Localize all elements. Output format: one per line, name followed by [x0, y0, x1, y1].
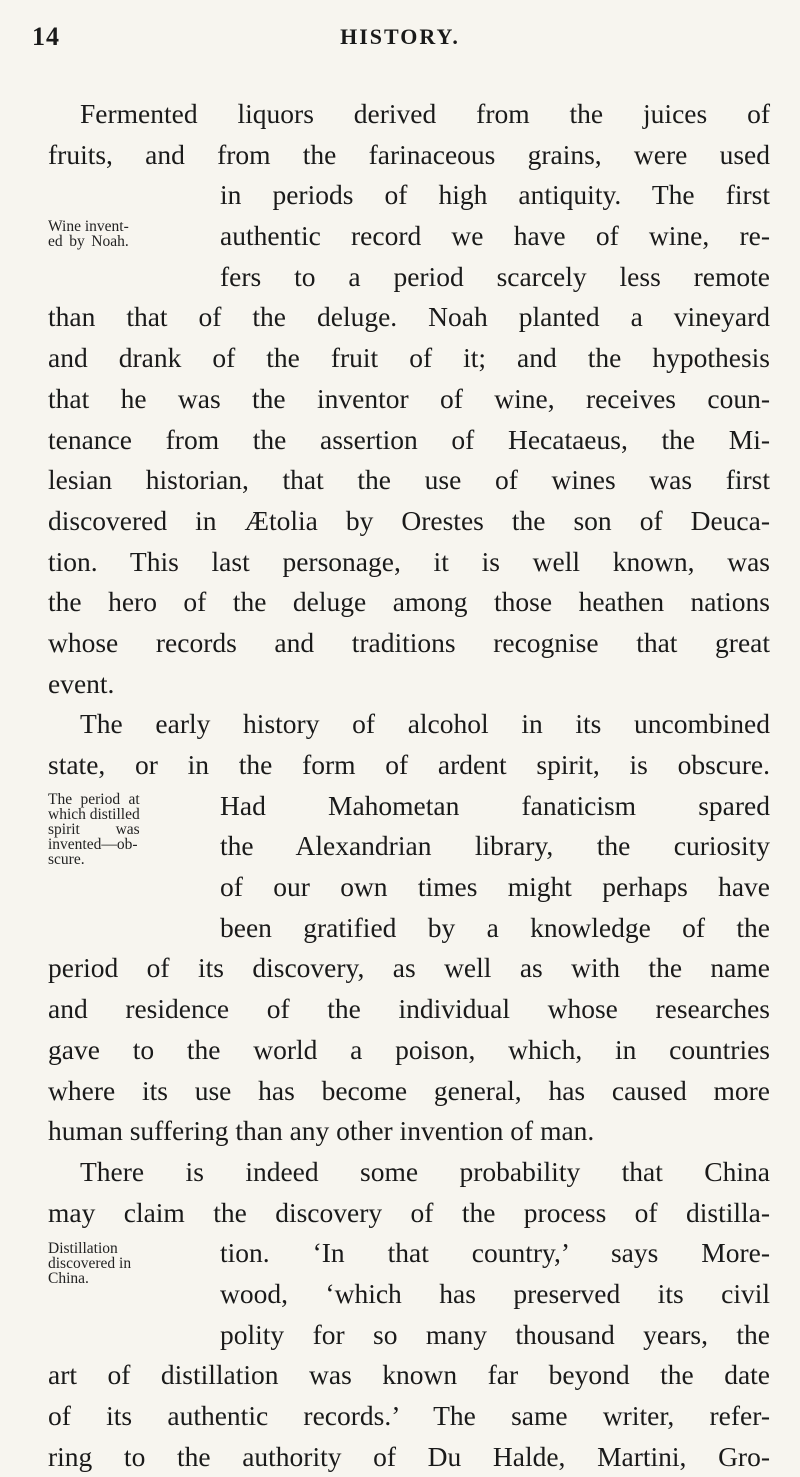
text-line: There is indeed some probability that China [80, 1155, 770, 1187]
text-line: than that of the deluge. Noah planted a vineyard [48, 301, 770, 333]
text-line: polity for so many thousand years, the [220, 1318, 770, 1350]
text-line: lesian historian, that the use of wines was first [48, 464, 770, 496]
text-line: ring to the authority of Du Halde, Martini, Gro- [48, 1440, 770, 1472]
text-line: The early history of alcohol in its uncombined [80, 708, 770, 740]
text-line: fruits, and from the farinaceous grains, were used [48, 138, 770, 170]
page-header [0, 22, 800, 62]
running-head: HISTORY. [340, 24, 460, 49]
text-line-content: Had Mahometan fanaticism spared [220, 789, 770, 821]
sidenote-line: China. [48, 1270, 89, 1288]
text-line: and residence of the individual whose researches [48, 993, 770, 1025]
sidenote-line: discovered in [48, 1255, 132, 1273]
text-line [48, 216, 770, 257]
text-line: art of distillation was known far beyond the date [48, 1359, 770, 1391]
text-line: human suffering than any other invention of man. [48, 1115, 595, 1147]
text-line-content: tion. ‘In that country,’ says More- [220, 1237, 770, 1269]
text-line: and drank of the fruit of it; and the hypothesis [48, 342, 770, 374]
text-line: discovered in Ætolia by Orestes the son of Deuca- [48, 504, 770, 536]
text-line: of our own times might perhaps have [220, 871, 770, 903]
text-line: may claim the discovery of the process of distilla- [48, 1196, 770, 1228]
text-line: gave to the world a poison, which, in countries [48, 1033, 770, 1065]
text-line [48, 1233, 770, 1288]
text-line: Fermented liquors derived from the juices of [80, 98, 770, 129]
text-line: whose records and traditions recognise that great [48, 626, 770, 658]
sidenote-line: Wine invent- [48, 218, 129, 236]
text-line-content: authentic record we have of wine, re- [220, 220, 770, 252]
sidenote-line: scure. [48, 850, 85, 868]
sidenote-line: invented—ob- [48, 835, 138, 853]
sidenote-line: ed by Noah. [48, 233, 129, 251]
text-line: where its use has become general, has caused more [48, 1074, 770, 1106]
sidenote-line: Distillation [48, 1240, 118, 1258]
sidenote-line: The period at [48, 790, 140, 808]
sidenote-line: which distilled [48, 805, 140, 823]
text-line: state, or in the form of ardent spirit, is obscure. [48, 749, 770, 780]
text-line: wood, ‘which has preserved its civil [220, 1277, 770, 1309]
text-line: of its authentic records.’ The same writer, refer- [48, 1400, 770, 1431]
sidenote-wine-noah [48, 219, 129, 249]
text-line: that he was the inventor of wine, receives coun- [48, 382, 770, 414]
text-line: period of its discovery, as well as with the name [48, 952, 770, 984]
text-line: event. [48, 667, 115, 699]
text-line: been gratified by a knowledge of the [220, 911, 770, 943]
body-text [48, 94, 770, 1477]
text-line: tenance from the assertion of Hecataeus, the Mi- [48, 423, 770, 455]
text-line: fers to a period scarcely less remote [220, 260, 770, 292]
text-line: tion. This last personage, it is well known, was [48, 545, 770, 577]
text-line: the Alexandrian library, the curiosity [220, 830, 770, 862]
page-number: 14 [32, 22, 60, 51]
text-line: the hero of the deluge among those heathen nations [48, 586, 770, 618]
sidenote-line: spirit was [48, 820, 140, 838]
text-line: in periods of high antiquity. The first [220, 179, 770, 211]
